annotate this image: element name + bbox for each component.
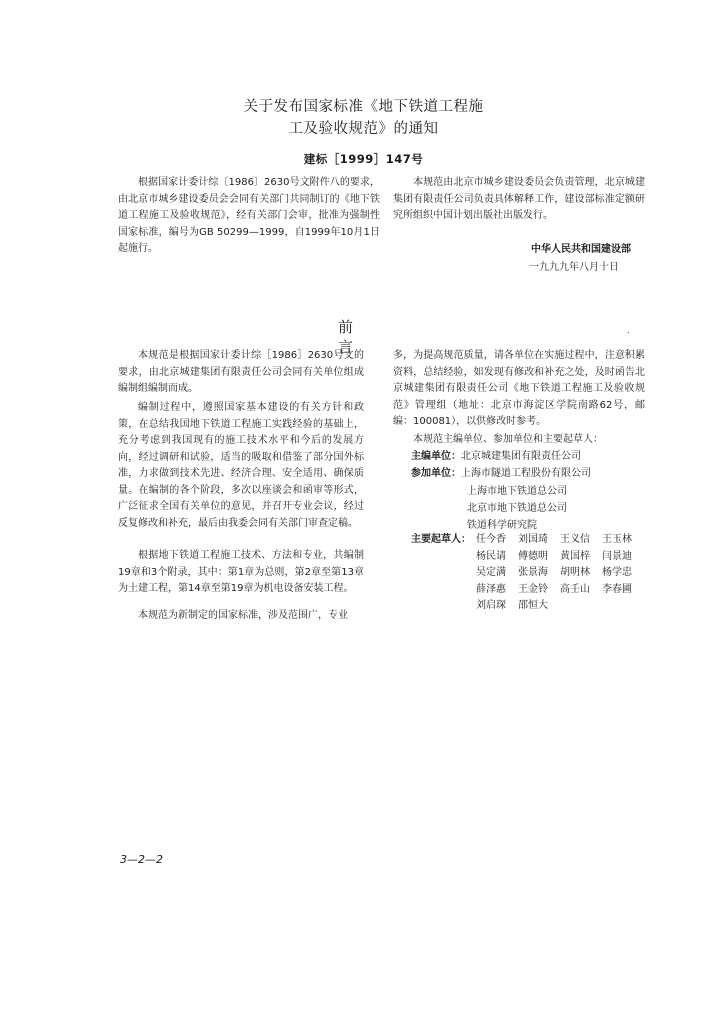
drafter-name: 王玉林: [602, 534, 632, 545]
drafter-name: 杨民请: [476, 550, 506, 562]
drafters-row: [476, 582, 644, 599]
notice-title-line2: 工及验收规范》的通知: [288, 121, 439, 137]
participant-unit-4: 铁道科学研究院: [467, 520, 537, 531]
participant-unit-3: 北京市地下铁道总公司: [467, 503, 567, 514]
stray-dot: .: [627, 326, 630, 335]
notice-right-paragraph: 本规范由北京市城乡建设委员会负责管理，北京城建集团有限责任公司负责具体解释工作，建设部标准定额研究所组织中国计划出版社出版发行。: [393, 177, 645, 221]
drafter-name: 刘国琦: [518, 534, 548, 545]
drafter-name: 刘启琛: [476, 600, 506, 611]
preface-heading: 前言: [338, 318, 394, 356]
notice-left-paragraph: 根据国家计委计综〔1986〕2630号文附件八的要求，由北京市城乡建设委员会会同有关部门共同制订的《地下铁道工程施工及验收规范》，经有关部门会审，批准为强制性国家标准，编号为GB 50299—1999，自1999年10月1日起施行。: [118, 177, 380, 254]
document-number: 建标［1999］147号: [303, 152, 424, 166]
drafter-name: 张景海: [518, 567, 548, 578]
drafters-row: [476, 549, 644, 566]
drafters-row: [476, 598, 644, 615]
participant-unit-2: 上海市地下铁道总公司: [467, 486, 567, 497]
preface-paragraph-3: 根据地下铁道工程施工技术、方法和专业，共编制19章和3个附录，其中：第1章为总则，第2章至第13章为土建工程，第14章至第19章为机电设备安装工程。: [118, 550, 364, 594]
participant-unit-1: 上海市隧道工程股份有限公司: [461, 468, 591, 479]
drafter-name: 王义信: [560, 534, 590, 545]
chief-editor-row: [411, 449, 581, 466]
page-number: 3—2—2: [120, 853, 163, 866]
drafters-label: 主要起草人：: [411, 534, 471, 545]
signature-organization: 中华人民共和国建设部: [531, 244, 631, 255]
drafter-name: 闫景迪: [602, 550, 632, 562]
chief-editor-value: 北京城建集团有限责任公司: [461, 451, 581, 462]
preface-paragraph-2: 编制过程中，遵照国家基本建设的有关方针和政策，在总结我国地下铁道工程施工实践经验的基础上，充分考虑到我国现有的施工技术水平和今后的发展方向，经过调研和试验，适当的吸取和借鉴了部分国外标准，力求做到技术先进、经济合理、安全适用、确保质量。在编制的各个阶段，多次以座谈会和函审等形式，广泛征求全国有关单位的意见，并召开专业会议，经过反复修改和补充，最后由我委会同有关部门审查定稿。: [118, 402, 364, 529]
preface-paragraph-6: 本规范主编单位、参加单位和主要起草人：: [413, 434, 603, 445]
drafter-name: 吴定满: [476, 567, 506, 578]
notice-title-line1: 关于发布国家标准《地下铁道工程施: [243, 99, 484, 115]
drafter-name: 黄国梓: [560, 550, 590, 562]
drafter-name: 傅德明: [518, 550, 548, 562]
participants-row: [411, 466, 591, 483]
drafter-name: 杨学忠: [602, 567, 632, 578]
drafters-row: [476, 565, 644, 582]
drafter-name: 任今香: [476, 534, 506, 545]
drafter-name: 高壬山: [560, 583, 590, 595]
drafter-name: 邵恒大: [518, 600, 548, 611]
drafter-name: 王金铃: [518, 583, 548, 595]
signature-date: 一九九九年八月十日: [529, 262, 619, 273]
drafter-name: 薛泽惠: [476, 583, 506, 595]
preface-paragraph-4: 本规范为新制定的国家标准，涉及范围广，专业: [138, 610, 348, 621]
drafter-name: 胡明林: [560, 567, 590, 578]
preface-paragraph-5: 多，为提高规范质量，请各单位在实施过程中，注意积累资料，总结经验，如发现有修改和补充之处，及时函告北京城建集团有限责任公司《地下铁道工程施工及验收规范》管理组（地址：北京市海淀区学院南路62号，邮编：100081），以供修改时参考。: [393, 350, 645, 427]
drafters-row: [476, 532, 644, 549]
participants-label: 参加单位：: [411, 468, 461, 479]
preface-paragraph-1: 本规范是根据国家计委计综［1986］2630号文的要求，由北京城建集团有限责任公司会同有关单位组成编制组编制而成。: [118, 350, 364, 394]
chief-editor-label: 主编单位：: [411, 451, 461, 462]
drafter-name: 李春圃: [602, 583, 632, 595]
drafters-list: [476, 532, 644, 615]
